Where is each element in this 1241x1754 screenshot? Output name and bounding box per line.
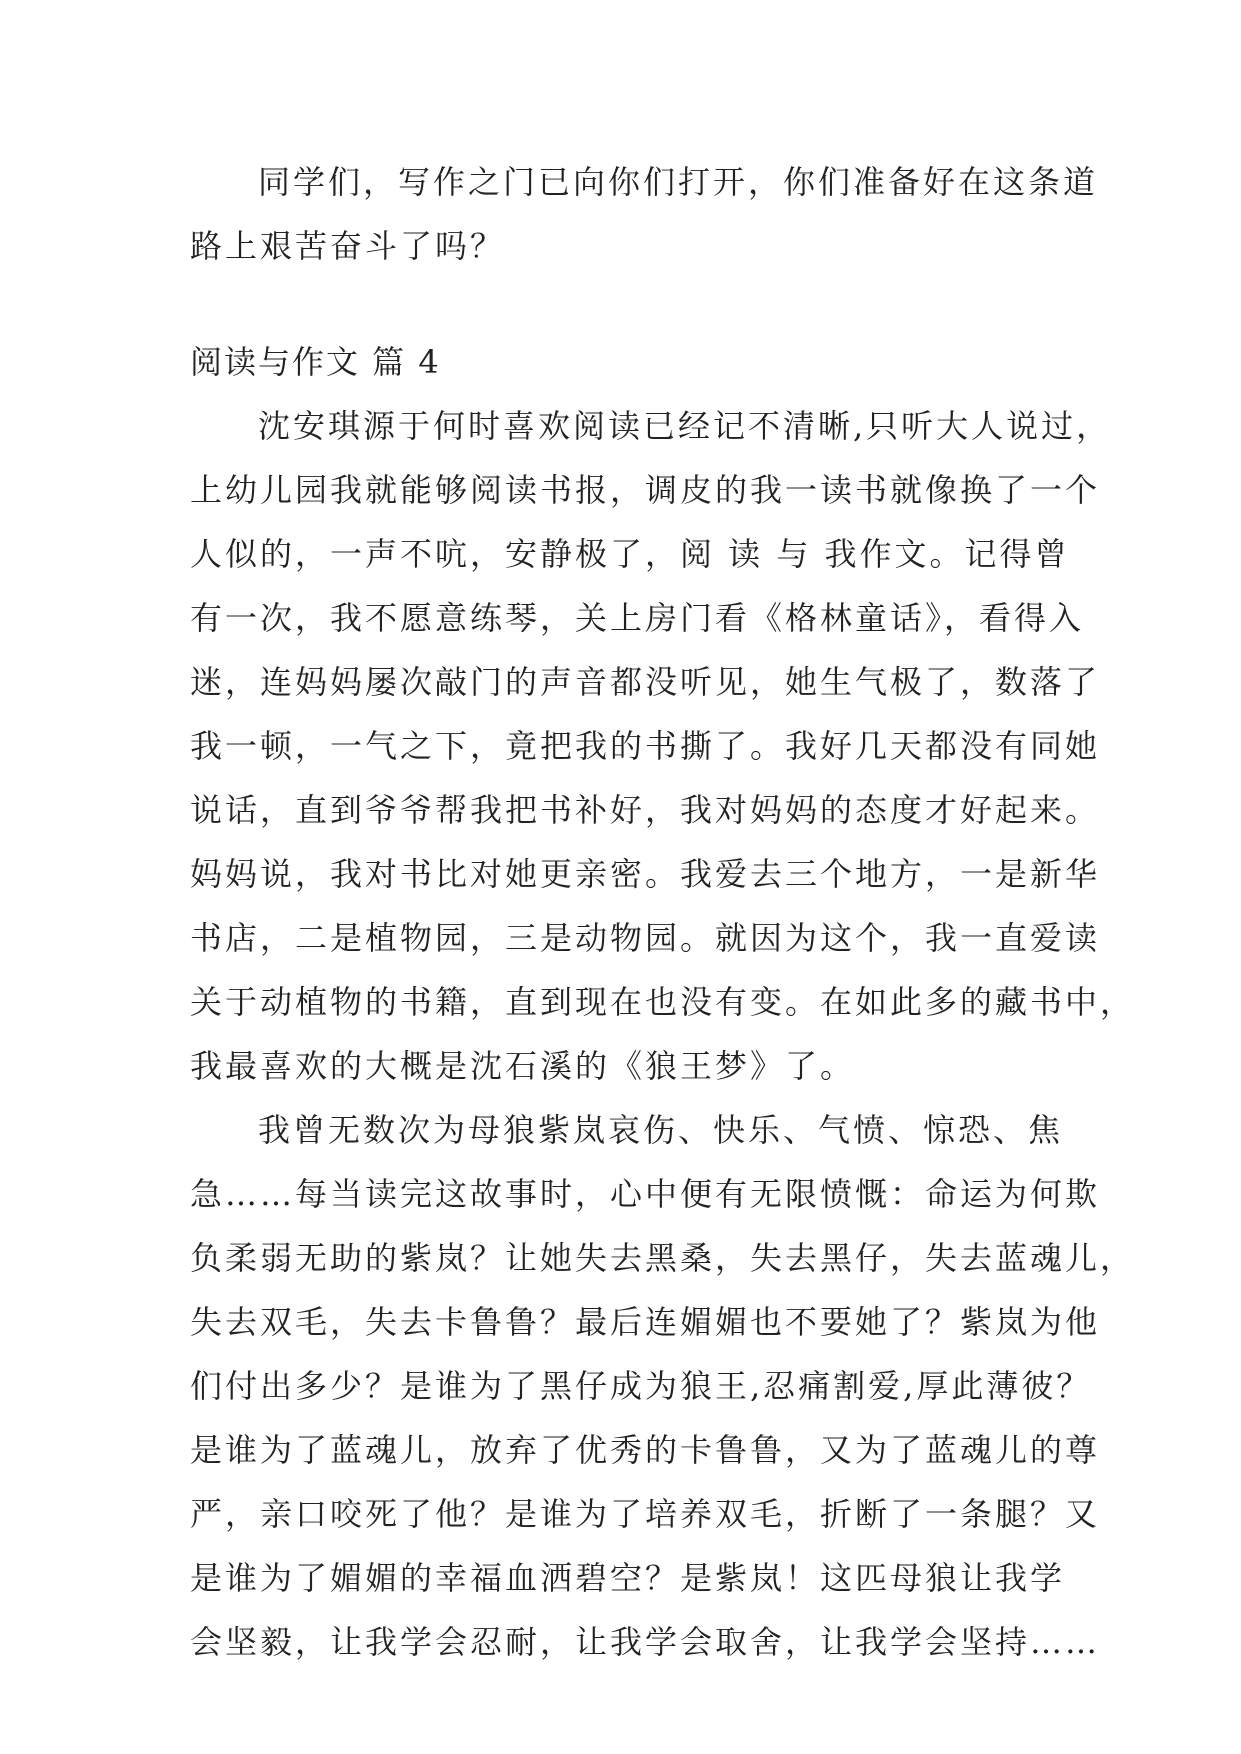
- text-line: 们付出多少？是谁为了黑仔成为狼王,忍痛割爱,厚此薄彼？: [190, 1367, 1092, 1405]
- text-line: 有一次，我不愿意练琴，关上房门看《格林童话》，看得入: [190, 599, 1085, 637]
- text-line: 我最喜欢的大概是沈石溪的《狼王梦》了。: [190, 1047, 856, 1085]
- text-line: 上幼儿园我就能够阅读书报，调皮的我一读书就像换了一个: [190, 471, 1101, 509]
- text-line: 关于动植物的书籍，直到现在也没有变。在如此多的藏书中，: [190, 983, 1136, 1021]
- text-line: 我曾无数次为母狼紫岚哀伤、快乐、气愤、惊恐、焦: [258, 1111, 1064, 1149]
- text-line: 我一顿，一气之下，竟把我的书撕了。我好几天都没有同她: [190, 727, 1101, 765]
- text-line: 严，亲口咬死了他？是谁为了培养双毛，折断了一条腿？又: [190, 1495, 1101, 1533]
- text-line: 迷，连妈妈屡次敲门的声音都没听见，她生气极了，数落了: [190, 663, 1101, 701]
- text-line: 失去双毛，失去卡鲁鲁？最后连媚媚也不要她了？紫岚为他: [190, 1303, 1101, 1341]
- text-line: 是谁为了媚媚的幸福血洒碧空？是紫岚！这匹母狼让我学: [190, 1559, 1066, 1597]
- spacer: [190, 278, 1070, 330]
- paragraph: [190, 1098, 1136, 1674]
- text-line: 说话，直到爷爷帮我把书补好，我对妈妈的态度才好起来。: [190, 791, 1101, 829]
- text-line: 妈妈说，我对书比对她更亲密。我爱去三个地方，一是新华: [190, 855, 1101, 893]
- text-line: 人似的，一声不吭，安静极了，阅 读 与 我作文。记得曾: [190, 535, 1070, 573]
- intro-paragraph: [190, 150, 1099, 278]
- text-line: 书店，二是植物园，三是动物园。就因为这个，我一直爱读: [190, 919, 1101, 957]
- text-line: 同学们，写作之门已向你们打开，你们准备好在这条道: [258, 163, 1099, 201]
- text-line: 沈安琪源于何时喜欢阅读已经记不清晰,只听大人说过，: [258, 407, 1112, 445]
- text-line: 急……每当读完这故事时，心中便有无限愤慨：命运为何欺: [190, 1175, 1101, 1213]
- document-body: [190, 150, 1136, 1674]
- text-line: 负柔弱无助的紫岚？让她失去黑桑，失去黑仔，失去蓝魂儿，: [190, 1239, 1136, 1277]
- text-line: 会坚毅，让我学会忍耐，让我学会取舍，让我学会坚持……: [190, 1623, 1101, 1661]
- text-line: 是谁为了蓝魂儿，放弃了优秀的卡鲁鲁，又为了蓝魂儿的尊: [190, 1431, 1101, 1469]
- text-line: 路上艰苦奋斗了吗？: [190, 227, 506, 265]
- paragraph: [190, 394, 1136, 1098]
- section-heading: 阅读与作文 篇 4: [190, 343, 441, 381]
